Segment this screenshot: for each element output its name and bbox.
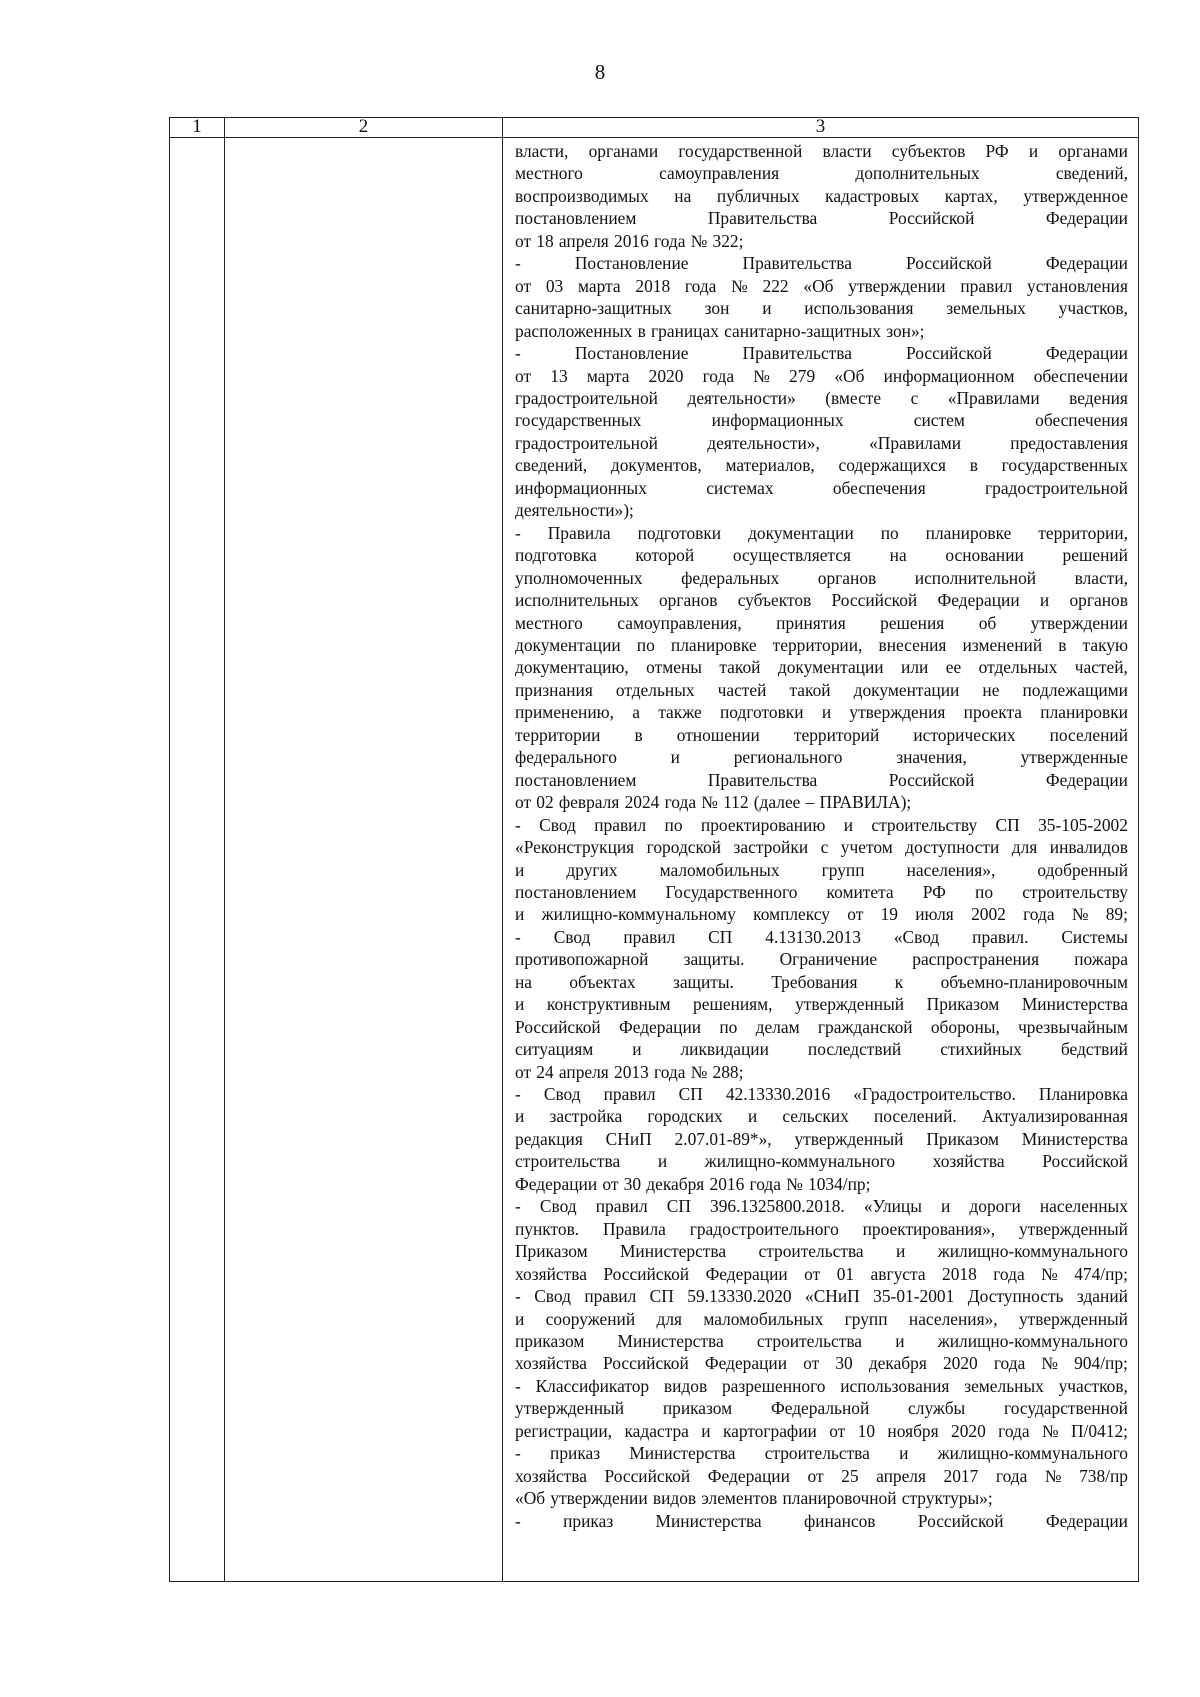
text-line: - Классификатор видов разрешенного использования земельных участков, bbox=[515, 1375, 1128, 1396]
text-line: градостроительной деятельности», «Правилами предоставления bbox=[515, 432, 1128, 453]
text-line: и сооружений для маломобильных групп населения», утвержденный bbox=[515, 1308, 1128, 1329]
text-line: приказом Министерства строительства и жилищно-коммунального bbox=[515, 1331, 1128, 1352]
text-line: сведений, документов, материалов, содержащихся в государственных bbox=[515, 455, 1128, 476]
page-number: 8 bbox=[594, 60, 606, 84]
text-line: документацию, отмены такой документации или ее отдельных частей, bbox=[515, 657, 1128, 678]
text-line: утвержденный приказом Федеральной службы государственной bbox=[515, 1398, 1128, 1419]
legal-references-text bbox=[515, 140, 1128, 1532]
text-line: хозяйства Российской Федерации от 30 декабря 2020 года № 904/пр; bbox=[515, 1353, 1128, 1374]
text-line: строительства и жилищно-коммунального хозяйства Российской bbox=[515, 1151, 1128, 1172]
text-line: от 18 апреля 2016 года № 322; bbox=[515, 230, 744, 251]
text-line: государственных информационных систем обеспечения bbox=[515, 410, 1128, 431]
header-cell-2: 2 bbox=[225, 118, 503, 138]
text-line: на объектах защиты. Требования к объемно-планировочным bbox=[515, 971, 1128, 992]
text-line: - приказ Министерства строительства и жилищно-коммунального bbox=[515, 1443, 1128, 1464]
text-line: Российской Федерации по делам гражданской обороны, чрезвычайным bbox=[515, 1016, 1128, 1037]
text-line: - Свод правил СП 4.13130.2013 «Свод правил. Системы bbox=[515, 926, 1128, 947]
column-3-cell bbox=[503, 138, 1139, 1582]
text-line: и конструктивным решениям, утвержденный Приказом Министерства bbox=[515, 994, 1128, 1015]
text-line: санитарно-защитных зон и использования земельных участков, bbox=[515, 298, 1128, 319]
header-cell-1: 1 bbox=[170, 118, 225, 138]
table-body-row bbox=[170, 138, 1139, 1582]
text-line: воспроизводимых на публичных кадастровых картах, утвержденное bbox=[515, 185, 1128, 206]
text-line: ситуациям и ликвидации последствий стихийных бедствий bbox=[515, 1039, 1128, 1060]
document-table bbox=[169, 117, 1139, 1582]
text-line: федерального и регионального значения, утвержденные bbox=[515, 747, 1128, 768]
text-line: документации по планировке территории, внесения изменений в такую bbox=[515, 634, 1128, 655]
text-line: хозяйства Российской Федерации от 25 апреля 2017 года № 738/пр bbox=[515, 1465, 1128, 1486]
text-line: власти, органами государственной власти субъектов РФ и органами bbox=[515, 141, 1128, 161]
text-line: Приказом Министерства строительства и жилищно-коммунального bbox=[515, 1241, 1128, 1262]
text-line: редакция СНиП 2.07.01-89*», утвержденный Приказом Министерства bbox=[515, 1128, 1128, 1149]
text-line: расположенных в границах санитарно-защитных зон»; bbox=[515, 320, 925, 341]
text-line: противопожарной защиты. Ограничение распространения пожара bbox=[515, 949, 1128, 970]
text-line: постановлением Правительства Российской Федерации bbox=[515, 769, 1128, 790]
text-line: от 02 февраля 2024 года № 112 (далее – ПРАВИЛА); bbox=[515, 792, 912, 813]
text-line: от 03 марта 2018 года № 222 «Об утверждении правил установления bbox=[515, 275, 1128, 296]
text-line: исполнительных органов субъектов Российской Федерации и органов bbox=[515, 590, 1128, 611]
text-line: хозяйства Российской Федерации от 01 августа 2018 года № 474/пр; bbox=[515, 1263, 1128, 1284]
text-line: и застройка городских и сельских поселений. Актуализированная bbox=[515, 1106, 1128, 1127]
column-2-cell bbox=[225, 138, 503, 1582]
text-line: - Постановление Правительства Российской Федерации bbox=[515, 343, 1128, 364]
text-line: градостроительной деятельности» (вместе с «Правилами ведения bbox=[515, 387, 1128, 408]
text-line: - Постановление Правительства Российской Федерации bbox=[515, 253, 1128, 274]
text-line: - Свод правил СП 59.13330.2020 «СНиП 35-01-2001 Доступность зданий bbox=[515, 1286, 1128, 1307]
text-line: и жилищно-коммунальному комплексу от 19 июля 2002 года № 89; bbox=[515, 904, 1128, 925]
column-1-cell bbox=[170, 138, 225, 1582]
table-header-row bbox=[170, 118, 1139, 138]
text-line: «Реконструкция городской застройки с учетом доступности для инвалидов bbox=[515, 837, 1128, 858]
text-line: от 13 марта 2020 года № 279 «Об информационном обеспечении bbox=[515, 365, 1128, 386]
text-line: - Правила подготовки документации по планировке территории, bbox=[515, 522, 1128, 543]
text-line: - Свод правил СП 396.1325800.2018. «Улицы и дороги населенных bbox=[515, 1196, 1128, 1217]
text-line: подготовка которой осуществляется на основании решений bbox=[515, 545, 1128, 566]
text-line: деятельности»); bbox=[515, 500, 634, 521]
text-line: местного самоуправления, принятия решения об утверждении bbox=[515, 612, 1128, 633]
text-line: постановлением Правительства Российской Федерации bbox=[515, 208, 1128, 229]
text-line: - Свод правил по проектированию и строительству СП 35-105-2002 bbox=[515, 814, 1128, 835]
text-line: регистрации, кадастра и картографии от 10 ноября 2020 года № П/0412; bbox=[515, 1420, 1128, 1441]
text-line: признания отдельных частей такой документации не подлежащими bbox=[515, 679, 1128, 700]
text-line: «Об утверждении видов элементов планировочной структуры»; bbox=[515, 1488, 993, 1509]
text-line: местного самоуправления дополнительных сведений, bbox=[515, 163, 1128, 184]
text-line: информационных системах обеспечения градостроительной bbox=[515, 477, 1128, 498]
header-cell-3: 3 bbox=[503, 118, 1139, 138]
text-line: пунктов. Правила градостроительного проектирования», утвержденный bbox=[515, 1218, 1128, 1239]
text-line: постановлением Государственного комитета РФ по строительству bbox=[515, 881, 1128, 902]
text-line: применению, а также подготовки и утверждения проекта планировки bbox=[515, 702, 1128, 723]
text-line: и других маломобильных групп населения», одобренный bbox=[515, 859, 1128, 880]
text-line: - приказ Министерства финансов Российской Федерации bbox=[515, 1510, 1128, 1531]
text-line: Федерации от 30 декабря 2016 года № 1034/пр; bbox=[515, 1173, 871, 1194]
text-line: - Свод правил СП 42.13330.2016 «Градостроительство. Планировка bbox=[515, 1084, 1128, 1105]
text-line: от 24 апреля 2013 года № 288; bbox=[515, 1061, 744, 1082]
text-line: территории в отношении территорий исторических поселений bbox=[515, 724, 1128, 745]
text-line: уполномоченных федеральных органов исполнительной власти, bbox=[515, 567, 1128, 588]
